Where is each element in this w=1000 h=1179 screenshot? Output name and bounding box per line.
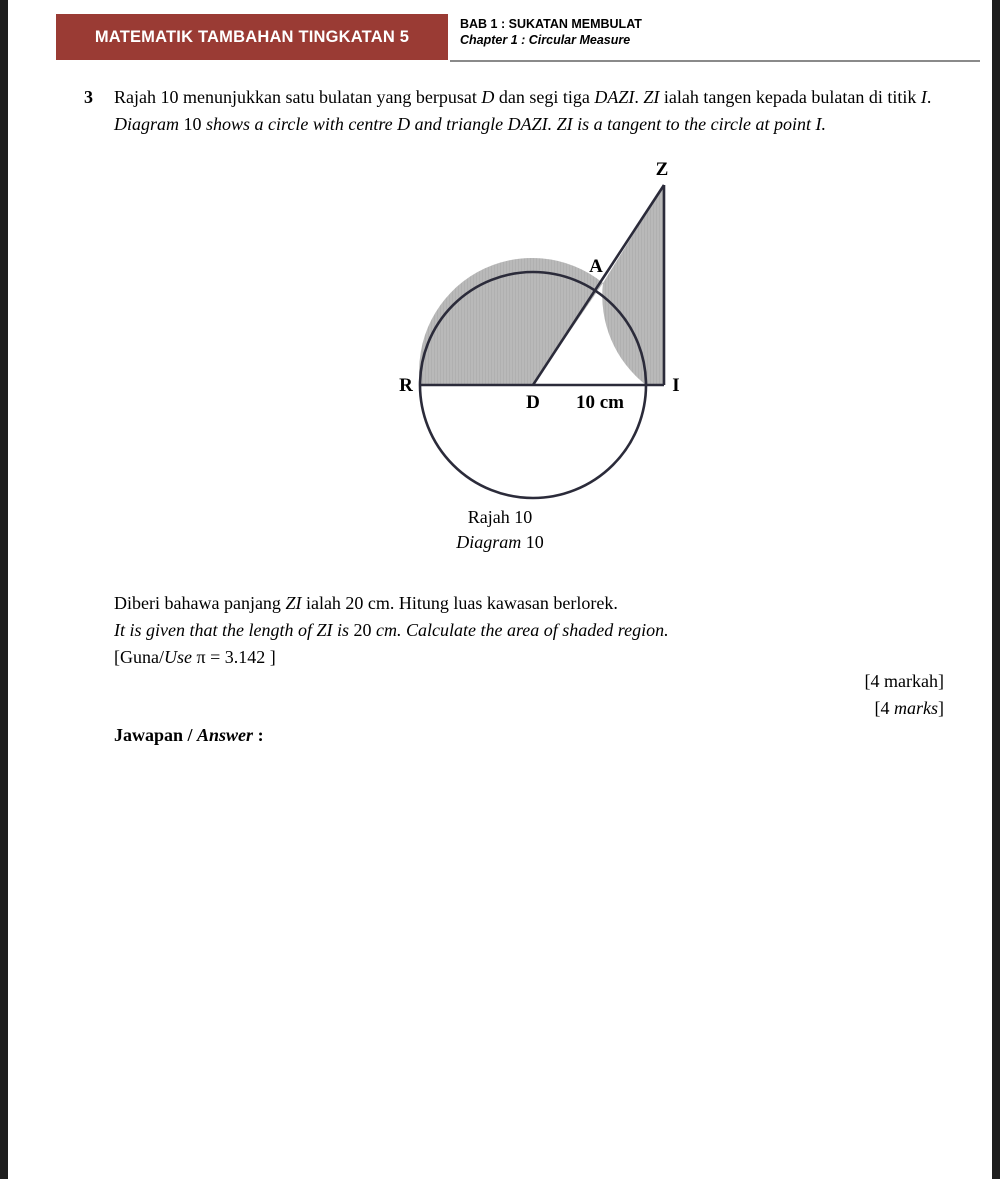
question-text-english [114, 111, 942, 138]
marks-english-word: marks [894, 698, 938, 718]
question-number: 3 [84, 87, 93, 107]
pi-prefix-english: Use [163, 647, 192, 667]
question-malay-centre-label: D [481, 87, 495, 107]
given-english-length-value: 20 [353, 620, 372, 640]
question-given-block [114, 590, 942, 671]
question-text-block [114, 84, 942, 138]
answer-label-english: Answer [197, 725, 254, 745]
marks-english [8, 695, 944, 722]
given-english-seg2: cm. Calculate the area of shaded region. [371, 620, 669, 640]
page-edge-bar-right [992, 0, 1000, 1179]
chapter-title-english: Chapter 1 : Circular Measure [460, 33, 631, 47]
worksheet-page [8, 0, 992, 1179]
question-malay-seg3: . [634, 87, 644, 107]
figure-caption-malay-word: Rajah [467, 507, 510, 527]
pi-instruction [114, 644, 942, 671]
question-malay-seg2: dan segi tiga [494, 87, 595, 107]
pi-prefix-malay: [Guna/ [114, 647, 164, 667]
label-point-A: A [589, 256, 603, 277]
question-english-seg2: shows a circle with centre D and triangle DAZI. ZI is a tangent to the circle at point I. [201, 114, 826, 134]
answer-label-colon: : [253, 725, 264, 745]
pi-value: π = 3.142 ] [191, 647, 276, 667]
figure-caption-malay [8, 505, 992, 530]
answer-label-malay: Jawapan / [114, 725, 198, 745]
figure-caption-english-number: 10 [525, 532, 544, 552]
given-text-malay [114, 590, 942, 617]
label-point-R: R [399, 375, 413, 396]
label-radius-measure: 10 cm [575, 392, 625, 413]
figure-caption-english [8, 530, 992, 555]
question-english-diagram-number: 10 [183, 114, 202, 134]
chapter-title-malay: BAB 1 : SUKATAN MEMBULAT [460, 17, 642, 31]
page-edge-bar-left [0, 0, 8, 1179]
header-divider-rule [450, 60, 980, 62]
chapter-heading [460, 16, 980, 48]
question-malay-triangle-label: DAZI [594, 87, 635, 107]
answer-label [114, 722, 264, 749]
question-malay-seg4: ialah tangen kepada bulatan di titik [659, 87, 921, 107]
question-malay-seg5: . [926, 87, 932, 107]
given-malay-zi-label: ZI [285, 593, 302, 613]
label-point-Z: Z [655, 159, 669, 180]
subject-title-badge [56, 14, 448, 60]
question-malay-tangent-label: ZI [643, 87, 660, 107]
figure-caption [8, 505, 992, 555]
marks-block [8, 668, 944, 722]
given-text-english [114, 617, 942, 644]
shaded-region-AZI [602, 185, 664, 385]
figure-caption-english-word: Diagram [456, 532, 522, 552]
question-text-malay [114, 84, 942, 111]
question-malay-point-label: I [920, 87, 927, 107]
question-malay-seg1: Rajah 10 menunjukkan satu bulatan yang berpusat [114, 87, 482, 107]
given-malay-seg2: ialah 20 cm. Hitung luas kawasan berlorek. [301, 593, 618, 613]
label-point-I: I [672, 375, 680, 396]
label-point-D: D [526, 392, 540, 413]
marks-english-open: [4 [874, 698, 894, 718]
question-english-seg1: Diagram [114, 114, 184, 134]
given-english-seg1: It is given that the length of ZI is [114, 620, 354, 640]
given-malay-seg1: Diberi bahawa panjang [114, 593, 286, 613]
page-header [8, 0, 992, 72]
marks-english-close: ] [938, 698, 944, 718]
figure-caption-malay-number: 10 [514, 507, 533, 527]
subject-title-text: MATEMATIK TAMBAHAN TINGKATAN 5 [94, 27, 410, 46]
marks-malay: [4 markah] [864, 671, 944, 691]
